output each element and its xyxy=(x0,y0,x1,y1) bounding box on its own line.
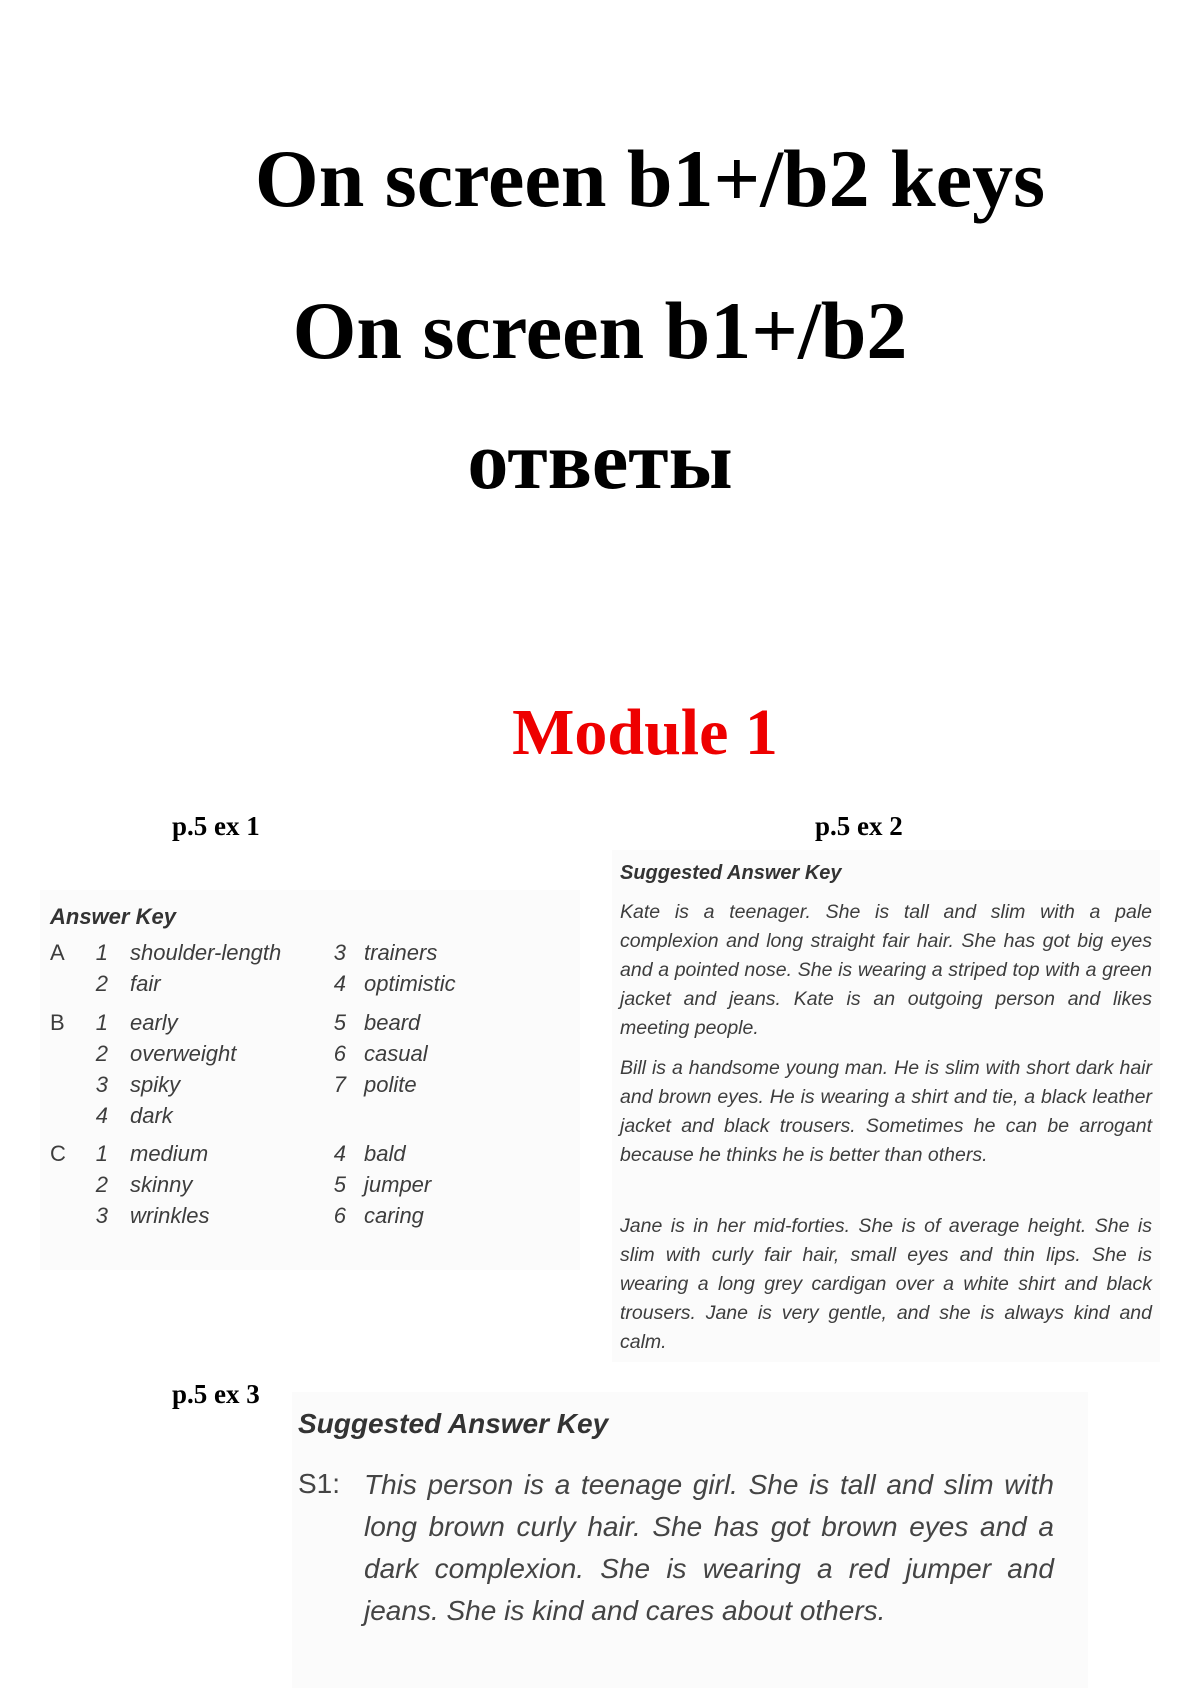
answer-number: 3 xyxy=(95,1203,108,1228)
answer-word: skinny xyxy=(130,1172,193,1197)
paragraph-bill: Bill is a handsome young man. He is slim with short dark hair and brown eyes. He is wearing a shirt and tie, a black leather jacket and black trousers. Sometimes he can be arrogant because he thinks he is better than others. xyxy=(620,1057,1152,1166)
exercise-label-2: p.5 ex 2 xyxy=(815,811,903,841)
answer-word: casual xyxy=(364,1041,428,1066)
answer-word: beard xyxy=(364,1010,421,1035)
speaker-text: This person is a teenage girl. She is tall and slim with long brown curly hair. She has got brown eyes and a dark complexion. She is wearing a red jumper and jeans. She is kind and cares about others. xyxy=(364,1469,1054,1626)
answer-number: 6 xyxy=(333,1041,346,1066)
answer-word: polite xyxy=(364,1072,417,1097)
answer-number: 2 xyxy=(95,971,108,996)
exercise-label-1: p.5 ex 1 xyxy=(172,811,260,841)
answer-number: 2 xyxy=(95,1041,108,1066)
answer-key-block xyxy=(40,890,580,1270)
answer-number: 4 xyxy=(333,971,346,996)
answer-number: 4 xyxy=(95,1103,108,1128)
title-line-3: ответы xyxy=(467,415,733,506)
answer-word: jumper xyxy=(364,1172,432,1197)
answer-word: dark xyxy=(130,1103,173,1128)
answer-word: caring xyxy=(364,1203,424,1228)
answer-number: 1 xyxy=(95,1141,108,1166)
answer-number: 5 xyxy=(333,1010,346,1035)
speaker-label: S1: xyxy=(298,1468,341,1499)
title-line-1: On screen b1+/b2 keys xyxy=(254,133,1046,224)
answer-number: 6 xyxy=(333,1203,346,1228)
exercise-label-3: p.5 ex 3 xyxy=(172,1379,260,1409)
paragraph-jane: Jane is in her mid-forties. She is of average height. She is slim with curly fair hair, small eyes and thin lips. She is wearing a long grey cardigan over a white shirt and black trousers. Jane is very gentle, and she is always kind and calm. xyxy=(620,1215,1152,1353)
answer-word: bald xyxy=(364,1141,406,1166)
section-letter: B xyxy=(50,1010,65,1035)
answer-word: medium xyxy=(130,1141,209,1166)
answer-number: 3 xyxy=(95,1072,108,1097)
answer-word: trainers xyxy=(364,940,438,965)
answer-number: 1 xyxy=(95,940,108,965)
answer-number: 4 xyxy=(333,1141,346,1166)
suggested-key-2-heading: Suggested Answer Key xyxy=(620,862,842,884)
title-line-2: On screen b1+/b2 xyxy=(292,285,908,376)
answer-number: 7 xyxy=(333,1072,346,1097)
answer-word: early xyxy=(130,1010,178,1035)
suggested-key-3-heading: Suggested Answer Key xyxy=(298,1408,609,1439)
suggested-answer-key-ex3 xyxy=(292,1392,1088,1688)
module-heading: Module 1 xyxy=(512,696,778,769)
suggested-answer-key-ex2 xyxy=(612,850,1160,1362)
answer-number: 2 xyxy=(95,1172,108,1197)
answer-number: 1 xyxy=(95,1010,108,1035)
section-letter: A xyxy=(50,940,65,965)
section-letter: C xyxy=(50,1141,66,1166)
answer-number: 5 xyxy=(333,1172,346,1197)
answer-word: spiky xyxy=(130,1072,181,1097)
answer-word: shoulder-length xyxy=(130,940,282,965)
answer-key-heading: Answer Key xyxy=(50,904,176,929)
answer-word: overweight xyxy=(130,1041,237,1066)
answer-word: fair xyxy=(130,971,161,996)
paragraph-kate: Kate is a teenager. She is tall and slim with a pale complexion and long straight fair hair. She has got big eyes and a pointed nose. She is wearing a striped top with a green jacket and jeans. Kate is an outgoing person and likes meeting people. xyxy=(620,901,1152,1039)
answer-word: wrinkles xyxy=(130,1203,210,1228)
answer-word: optimistic xyxy=(364,971,456,996)
answer-number: 3 xyxy=(333,940,346,965)
